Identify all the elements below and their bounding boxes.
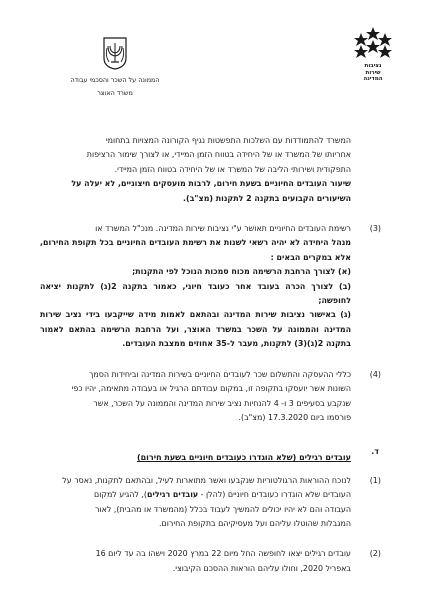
text-line: המגבלות שהוטלו עליהם ועל מעסיקיהם בתקופת החירום. xyxy=(159,518,351,528)
text-line: שיעור העובדים החיוניים בשעת חירום, לרבות מועסקים חיצוניים, לא יעלה על xyxy=(71,179,351,189)
text-line: השיעורים הקבועים בתקנה 2 לתקנות (מצ"ב). xyxy=(183,193,351,203)
text-line: לנוכח ההוראות הרגולטוריות שנקבעו ואשר מתוארות לעיל, ובהתאם לתקנות, נאסר על xyxy=(62,475,351,485)
text-line: התפקודית ושירותי הליבה של המשרד או של היחידה בטווח הזמן המיידי. xyxy=(114,164,351,174)
item-number: (3) xyxy=(369,224,381,234)
continuation-paragraph xyxy=(40,134,383,206)
sub-item-c: (ג) באישור נציבות שירות המדינה ובהתאם לאמות מידה שייקבעו בידי נציב שירות המדינה והממונה על השכר במשרד האוצר, ועל הרחבת הרשימה בהתאם לאמור בתקנה 2(ג)(3) לתקנות, מעבר ל-35 אחוזים ממצבת העובדים. xyxy=(40,310,351,349)
ministry-header xyxy=(60,36,170,97)
text-line: עובדים רגילים יצאו לחופשה החל מיום 22 במרץ 2020 וישהו בה עד ליום 16 xyxy=(95,549,351,559)
ministry-line-2: משרד האוצר xyxy=(97,89,133,97)
text-line: אחריותו של המשרד או של היחידה בטווח הזמן המיידי, או לצורך שימור הרציפות xyxy=(86,150,351,160)
text-line: פורסמו ביום 17.3.2020 (מצ"ב). xyxy=(238,412,351,422)
civil-service-logo xyxy=(343,26,403,83)
text-line: העבודה והם לא יהיו יכולים להמשיך לעבוד בכלל (מהמשרד או מהבית), לאור xyxy=(94,504,351,514)
text-line xyxy=(40,488,351,502)
sub-item-b: (ב) לצורך הכרה בעובד אחר כעובד חיוני, כאמור בתקנה 2(ג) לתקנות יציאה לחופשה; xyxy=(40,281,352,306)
item-number: (2) xyxy=(369,549,381,559)
text-line: המשרד להתמודדות עם השלכות התפשטות נגיף הקורונה המצויות בתחומי xyxy=(105,136,351,145)
item-number: (4) xyxy=(369,369,381,379)
item-d-2 xyxy=(40,547,383,576)
ministry-line-1: הממונה על השכר והסכמי עבודה xyxy=(70,76,160,84)
text-line: שנקבע בסעיפים 3 ו- 4 להנחיות נציב שירות המדינה והממונה על השכר, אשר xyxy=(93,398,351,408)
text-line: באפריל 2020, וחולו עליהם הוראות ההסכם הקיבוצי. xyxy=(172,563,351,573)
text-segment: העובדים שלא הוגדרו כעובדים חיוניים (להלן - xyxy=(198,490,351,500)
item-d-1 xyxy=(40,474,383,532)
state-emblem-icon xyxy=(101,36,129,70)
text-line: כללי ההעסקה והתשלום שכר לעובדים החיוניים בשירות המדינה וביחידות הסמך xyxy=(89,369,351,379)
section-number: ד. xyxy=(371,447,379,457)
text-line: מנהל היחידה לא יהיה רשאי לשנות את רשימת העובדים החיוניים בכל תקופת החירום, אלא במקרים הבאים : xyxy=(40,238,351,262)
text-segment: ), להגיע למקום xyxy=(93,490,147,500)
text-line: השונות אשר יועסקו בתקופה זו, במקום עבודתם הרגיל או בעבודה מתאימה, יהיו כפי xyxy=(71,384,351,394)
text-line: רשימת העובדים החיוניים תאושר ע"י נציבות שירות המדינה. מנכ"ל המשרד או xyxy=(95,224,351,234)
item-number: (1) xyxy=(369,475,381,485)
stars-logo-icon xyxy=(350,26,396,62)
section-title: עובדים רגילים (שלא הוגדרו כעובדים חיוניים בשעת חירום) xyxy=(136,453,351,463)
defined-term: עובדים רגילים xyxy=(147,490,199,500)
document-body xyxy=(40,134,383,576)
sub-item-a: (א) לצורך הרחבת הרשימה מכוח סמכות הנוכל לפי התקנות; xyxy=(132,267,351,277)
org-name: נציבות שירות המדינה xyxy=(363,63,383,83)
section-d-heading xyxy=(40,445,383,465)
item-4 xyxy=(40,368,383,426)
item-3 xyxy=(40,222,383,352)
